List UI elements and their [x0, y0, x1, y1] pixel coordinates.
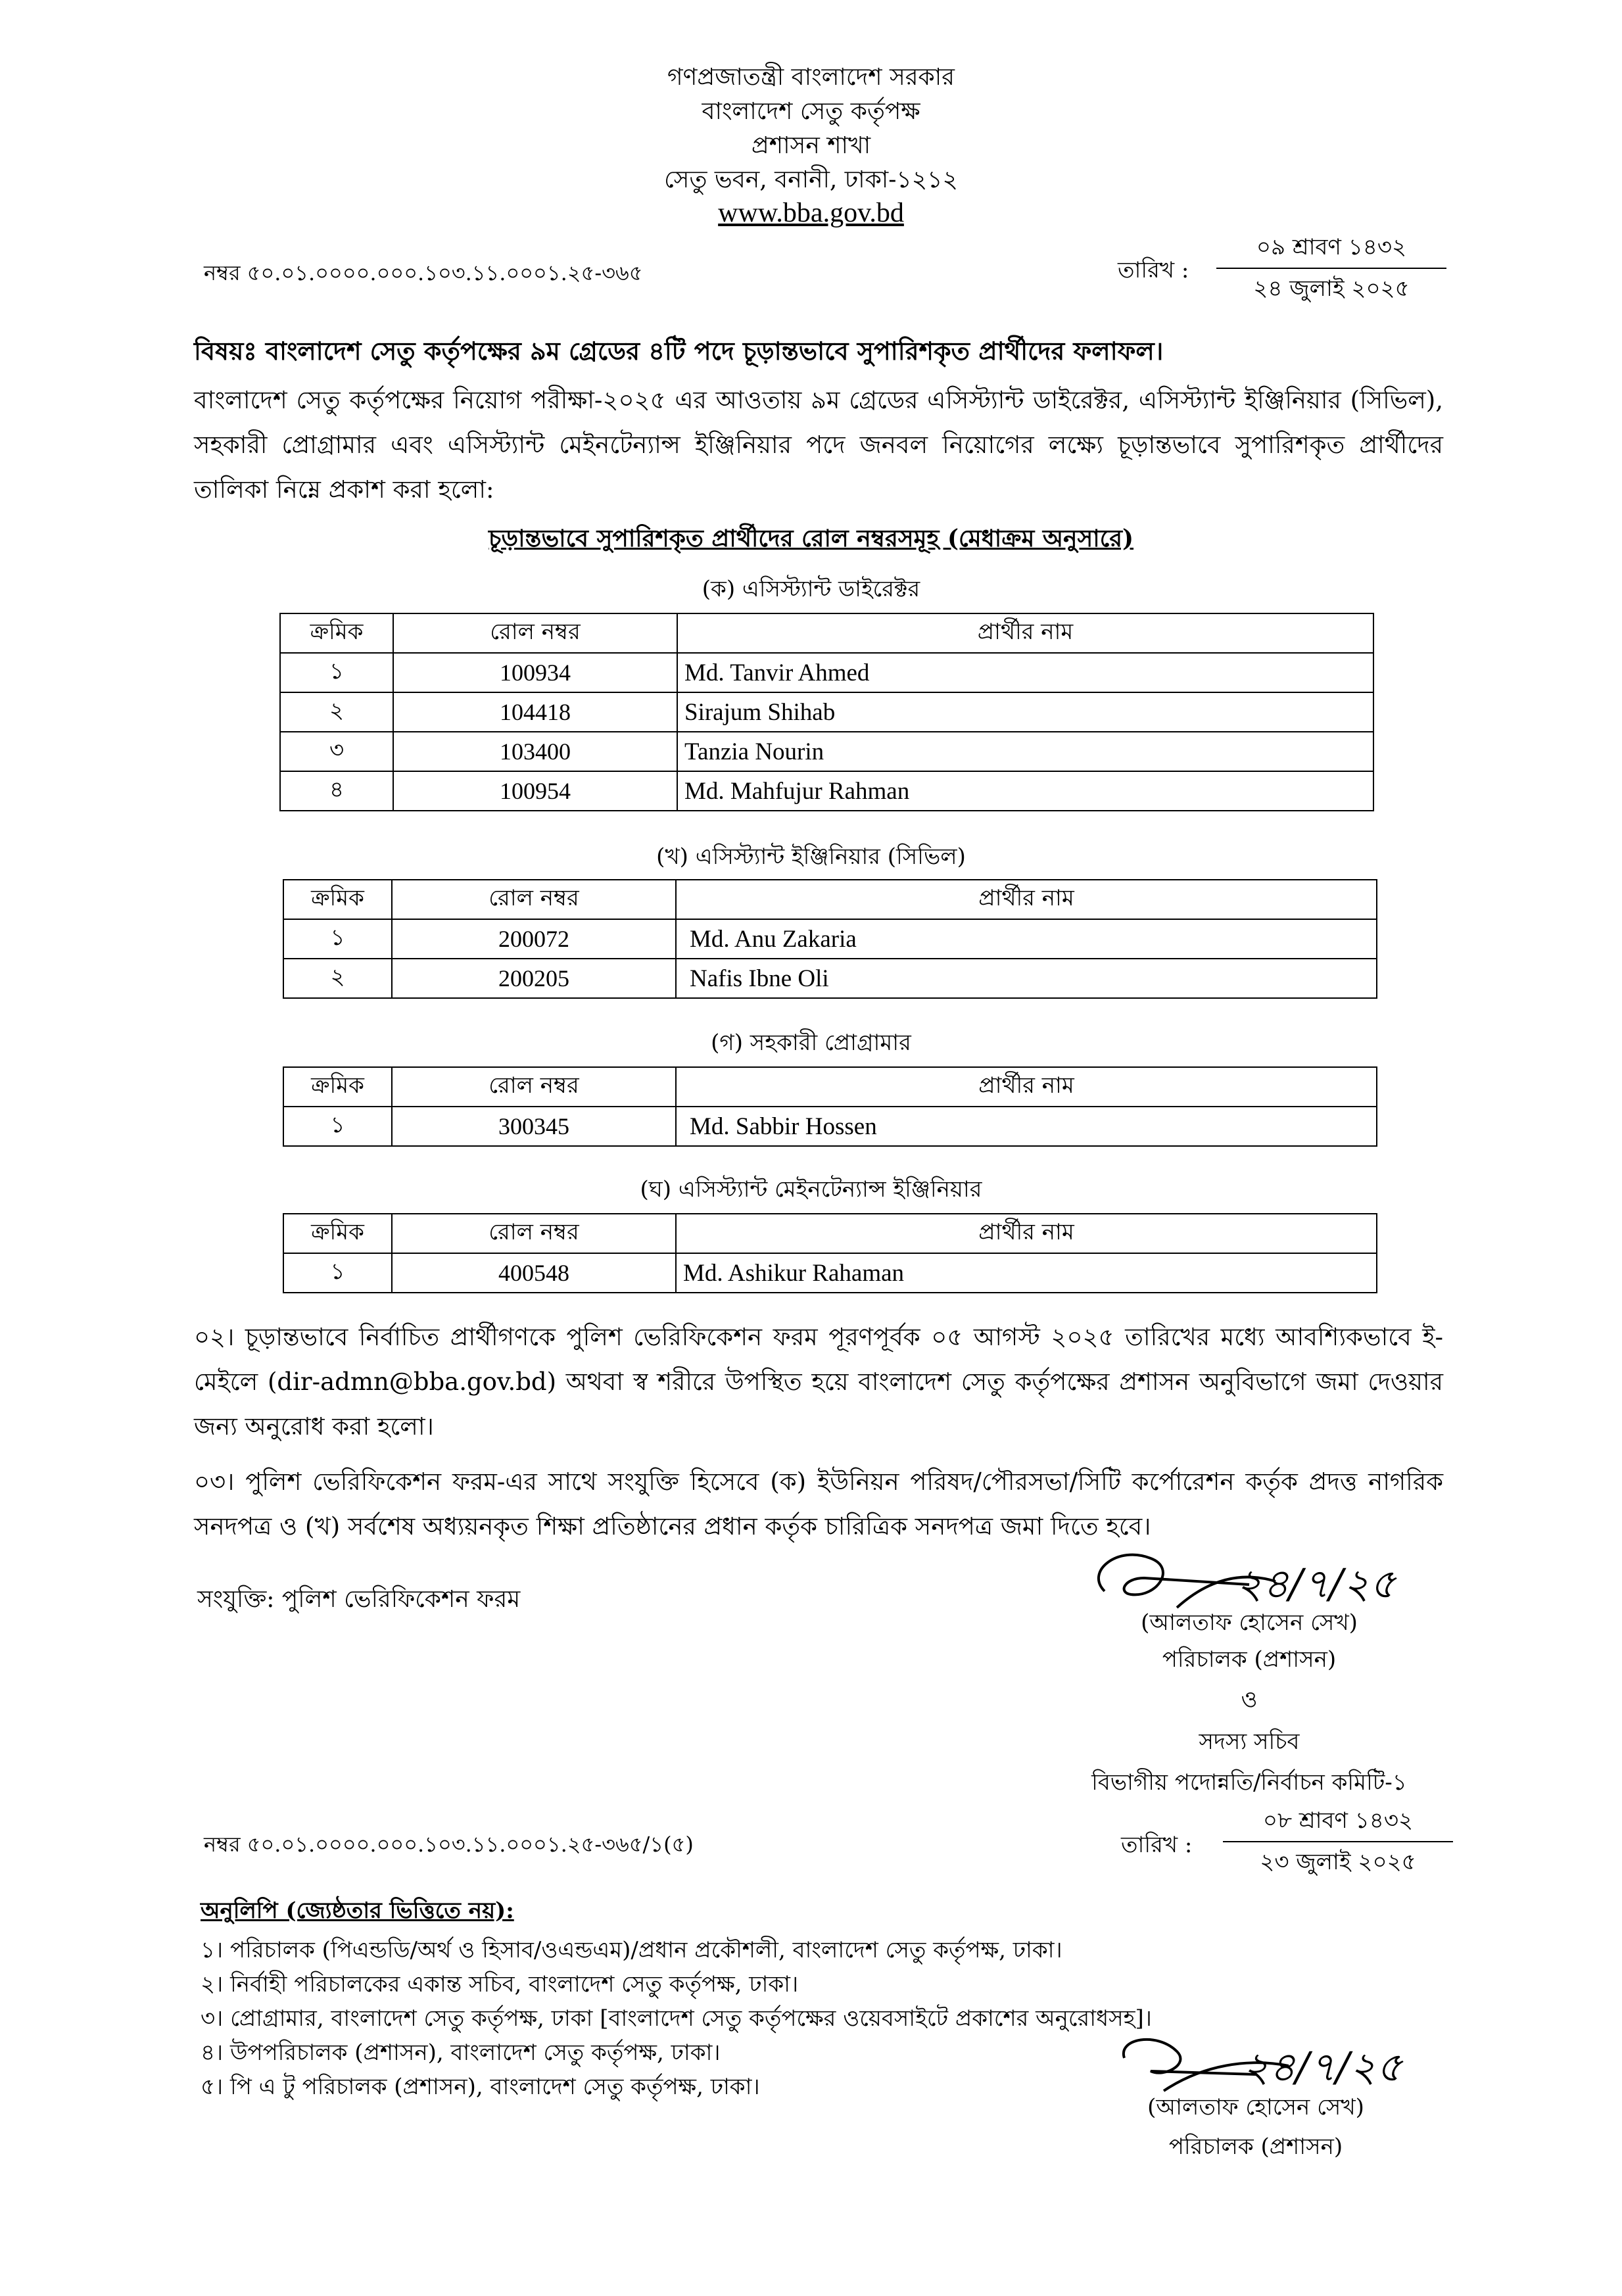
serial-cell: ১ — [280, 653, 393, 692]
signatory2-name: (আলতাফ হোসেন সেখ) — [1147, 2094, 1364, 2120]
table-row — [280, 732, 1373, 771]
table-assistant-director — [279, 613, 1374, 811]
header-serial: ক্রমিক — [280, 613, 393, 653]
header-roll: রোল নম্বর — [392, 1067, 676, 1107]
intro-paragraph: বাংলাদেশ সেতু কর্তৃপক্ষের নিয়োগ পরীক্ষা-২০২৫ এর আওতায় ৯ম গ্রেডের এসিস্ট্যান্ট ডাইরেক্টর, এসিস্ট্যান্ট ইঞ্জিনিয়ার (সিভিল), সহকারী প্রোগ্রামার এবং এসিস্ট্যান্ট মেইনটেন্যান্স ইঞ্জিনিয়ার পদে জনবল নিয়োগের লক্ষ্যে চূড়ান্তভাবে সুপারিশকৃত প্রার্থীদের তালিকা নিম্নে প্রকাশ করা হলো: — [194, 386, 1443, 504]
roll-cell: 100954 — [393, 771, 677, 811]
roll-cell: 200072 — [392, 919, 676, 959]
list-item: ২। নির্বাহী পরিচালকের একান্ত সচিব, বাংলাদেশ সেতু কর্তৃপক্ষ, ঢাকা। — [201, 1971, 799, 1997]
memo2-date-english: ২৩ জুলাই ২০২৫ — [1223, 1841, 1453, 1882]
paragraph-02: ০২। চূড়ান্তভাবে নির্বাচিত প্রার্থীগণকে পুলিশ ভেরিফিকেশন ফরম পূরণপূর্বক ০৫ আগস্ট ২০২৫ তারিখের মধ্যে আবশ্যিকভাবে ই-মেইলে (dir-admn@bba.gov.bd) অথবা স্ব শরীরে উপস্থিত হয়ে বাংলাদেশ সেতু কর্তৃপক্ষের প্রশাসন অনুবিভাগে জমা দেওয়ার জন্য অনুরোধ করা হলো। — [194, 1323, 1443, 1441]
section-title-b: (খ) এসিস্ট্যান্ট ইঞ্জিনিয়ার (সিভিল) — [656, 844, 966, 870]
header-roll: রোল নম্বর — [392, 1214, 676, 1253]
roll-cell: 103400 — [393, 732, 677, 771]
name-cell: Sirajum Shihab — [677, 692, 1373, 732]
section-title-c: (গ) সহকারী প্রোগ্রামার — [711, 1030, 911, 1056]
memo2-date-label: তারিখ : — [1121, 1832, 1193, 1858]
serial-cell: ৪ — [280, 771, 393, 811]
list-item: ৪। উপপরিচালক (প্রশাসন), বাংলাদেশ সেতু কর্তৃপক্ষ, ঢাকা। — [201, 2040, 721, 2066]
header-name: প্রার্থীর নাম — [676, 1214, 1377, 1253]
header-name: প্রার্থীর নাম — [676, 1067, 1377, 1107]
table-row — [280, 653, 1373, 692]
roll-cell: 104418 — [393, 692, 677, 732]
table-row — [283, 959, 1377, 998]
table-maintenance-engineer — [283, 1213, 1377, 1293]
memo2-date-block — [1223, 1804, 1453, 1882]
table-row — [283, 1107, 1377, 1146]
date-label: তারিখ : — [1118, 257, 1189, 283]
table-row — [280, 771, 1373, 811]
table-row — [283, 1253, 1377, 1293]
list-item: ১। পরিচালক (পিএন্ডডি/অর্থ ও হিসাব/ওএন্ডএম)/প্রধান প্রকৌশলী, বাংলাদেশ সেতু কর্তৃপক্ষ, ঢাকা। — [201, 1937, 1062, 1963]
roll-cell: 200205 — [392, 959, 676, 998]
table-header-row — [283, 880, 1377, 919]
branch-name: প্রশাসন শাখা — [751, 132, 871, 159]
section-title-a: (ক) এসিস্ট্যান্ট ডাইরেক্টর — [702, 576, 920, 602]
section-title-d: (ঘ) এসিস্ট্যান্ট মেইনটেন্যান্স ইঞ্জিনিয়ার — [640, 1176, 982, 1203]
table-header-row — [283, 1067, 1377, 1107]
date-block — [1216, 230, 1446, 309]
name-cell: Md. Mahfujur Rahman — [677, 771, 1373, 811]
paragraph-03: ০৩। পুলিশ ভেরিফিকেশন ফরম-এর সাথে সংযুক্তি হিসেবে (ক) ইউনিয়ন পরিষদ/পৌরসভা/সিটি কর্পোরেশন কর্তৃক প্রদত্ত নাগরিক সনদপত্র ও (খ) সর্বশেষ অধ্যয়নকৃত শিক্ষা প্রতিষ্ঠানের প্রধান কর্তৃক চারিত্রিক সনদপত্র জমা দিতে হবে। — [194, 1468, 1443, 1541]
memo-ref: নম্বর ৫০.০১.০০০০.০০০.১০৩.১১.০০০১.২৫-৩৬৫ — [204, 260, 643, 285]
roll-cell: 100934 — [393, 653, 677, 692]
serial-cell: ২ — [283, 959, 392, 998]
list-title: চূড়ান্তভাবে সুপারিশকৃত প্রার্থীদের রোল নম্বরসমূহ (মেধাক্রম অনুসারে) — [488, 525, 1134, 552]
signatory-committee: বিভাগীয় পদোন্নতি/নির্বাচন কমিটি-১ — [1091, 1769, 1407, 1796]
roll-cell: 300345 — [392, 1107, 676, 1146]
serial-cell: ৩ — [280, 732, 393, 771]
serial-cell: ১ — [283, 919, 392, 959]
date-bangla: ০৯ শ্রাবণ ১৪৩২ — [1256, 234, 1407, 260]
signatory-conj: ও — [1241, 1686, 1258, 1713]
name-cell: Md. Anu Zakaria — [676, 919, 1377, 959]
table-header-row — [280, 613, 1373, 653]
serial-cell: ১ — [283, 1107, 392, 1146]
table-assistant-programmer — [283, 1066, 1377, 1147]
attachment-note: সংযুক্তি: পুলিশ ভেরিফিকেশন ফরম — [197, 1586, 521, 1613]
serial-cell: ১ — [283, 1253, 392, 1293]
date-english: ২৪ জুলাই ২০২৫ — [1216, 268, 1446, 309]
memo2-ref: নম্বর ৫০.০১.০০০০.০০০.১০৩.১১.০০০১.২৫-৩৬৫/১(৫) — [204, 1832, 694, 1857]
signatory2-block — [1052, 2088, 1460, 2166]
list-item: ৫। পি এ টু পরিচালক (প্রশাসন), বাংলাদেশ সেতু কর্তৃপক্ষ, ঢাকা। — [201, 2074, 760, 2100]
signatory-name: (আলতাফ হোসেন সেখ) — [1141, 1610, 1358, 1636]
header-serial: ক্রমিক — [283, 1214, 392, 1253]
name-cell: Md. Sabbir Hossen — [676, 1107, 1377, 1146]
memo2-date-bangla: ০৮ শ্রাবণ ১৪৩২ — [1262, 1807, 1414, 1834]
name-cell: Md. Ashikur Rahaman — [676, 1253, 1377, 1293]
signatory2-designation: পরিচালক (প্রশাসন) — [1168, 2134, 1343, 2160]
name-cell: Tanzia Nourin — [677, 732, 1373, 771]
header-serial: ক্রমিক — [283, 1067, 392, 1107]
header-name: প্রার্থীর নাম — [676, 880, 1377, 919]
signatory-role: সদস্য সচিব — [1199, 1729, 1300, 1755]
serial-cell: ২ — [280, 692, 393, 732]
name-cell: Md. Tanvir Ahmed — [677, 653, 1373, 692]
govt-name: গণপ্রজাতন্ত্রী বাংলাদেশ সরকার — [667, 64, 955, 91]
authority-name: বাংলাদেশ সেতু কর্তৃপক্ষ — [702, 98, 920, 125]
subject-line: বিষয়ঃ বাংলাদেশ সেতু কর্তৃপক্ষের ৯ম গ্রেডের ৪টি পদে চূড়ান্তভাবে সুপারিশকৃত প্রার্থীদের ফলাফল। — [194, 336, 1164, 366]
table-row — [283, 919, 1377, 959]
letterhead — [0, 60, 1622, 229]
header-roll: রোল নম্বর — [392, 880, 676, 919]
header-name: প্রার্থীর নাম — [677, 613, 1373, 653]
website-link[interactable]: www.bba.gov.bd — [718, 198, 904, 228]
table-row — [280, 692, 1373, 732]
signatory-designation: পরিচালক (প্রশাসন) — [1162, 1646, 1337, 1673]
header-serial: ক্রমিক — [283, 880, 392, 919]
signature-2-date: ২৪/৭/২৫ — [1243, 2043, 1403, 2091]
list-item: ৩। প্রোগ্রামার, বাংলাদেশ সেতু কর্তৃপক্ষ, ঢাকা [বাংলাদেশ সেতু কর্তৃপক্ষের ওয়েবসাইটে প্রকাশের অনুরোধসহ]। — [201, 2005, 1152, 2032]
cc-title: অনুলিপি (জ্যেষ্ঠতার ভিত্তিতে নয়): — [201, 1898, 514, 1924]
address: সেতু ভবন, বনানী, ঢাকা-১২১২ — [664, 166, 958, 193]
signature-1-date: ২৪/৭/২৫ — [1236, 1560, 1396, 1608]
header-roll: রোল নম্বর — [393, 613, 677, 653]
name-cell: Nafis Ibne Oli — [676, 959, 1377, 998]
roll-cell: 400548 — [392, 1253, 676, 1293]
table-assistant-engineer — [283, 879, 1377, 999]
table-header-row — [283, 1214, 1377, 1253]
signatory-block — [1052, 1604, 1446, 1803]
